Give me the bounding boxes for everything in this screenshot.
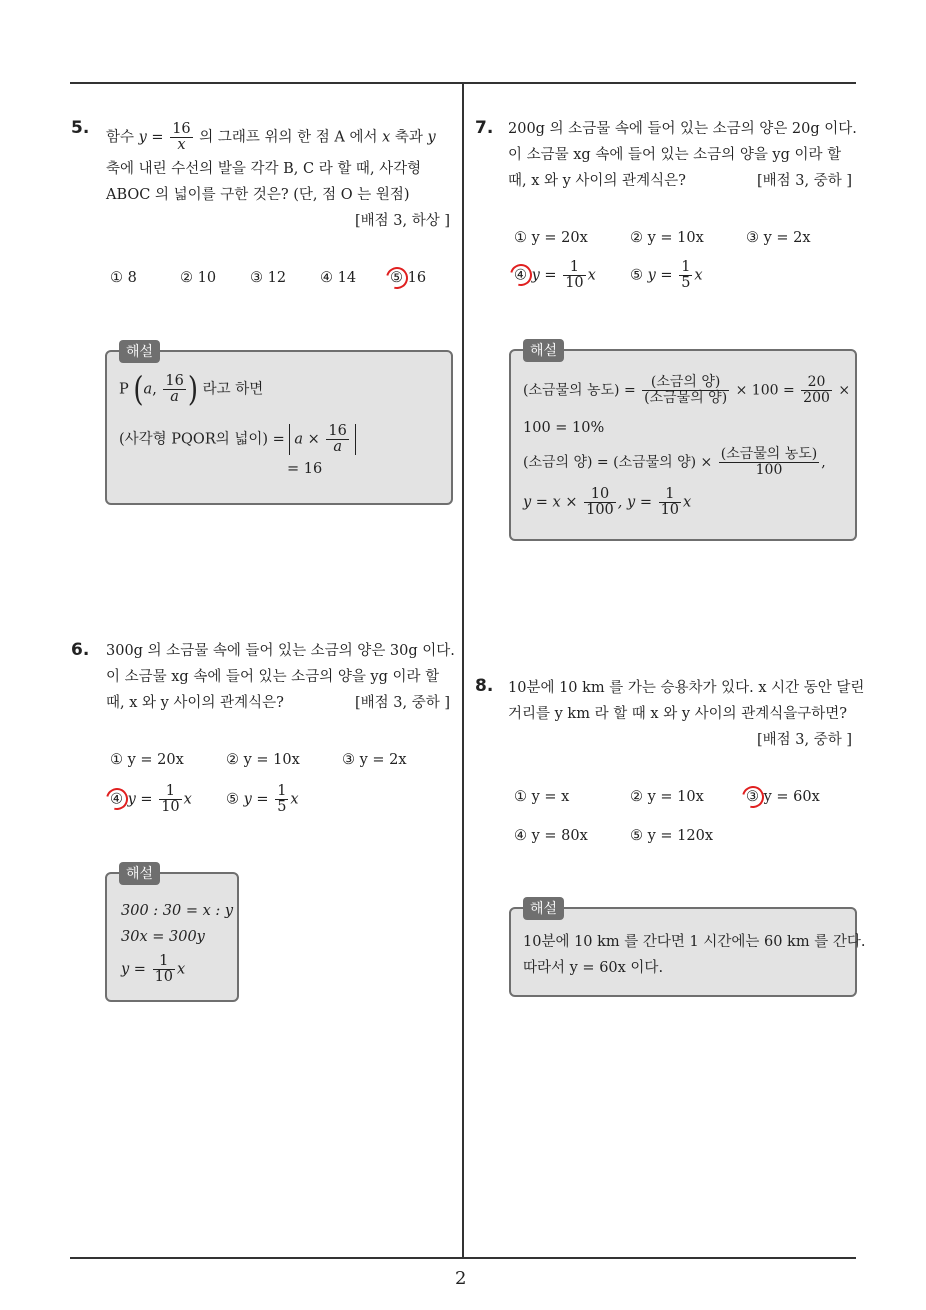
column-divider bbox=[462, 83, 464, 1258]
q8-option-2[interactable]: ② y = 10x bbox=[630, 789, 704, 805]
q6-number: 6. bbox=[71, 640, 90, 660]
q7-option-2[interactable]: ② y = 10x bbox=[630, 230, 704, 246]
q5-line2: 축에 내린 수선의 발을 각각 B, C 라 할 때, 사각형 bbox=[106, 161, 422, 177]
q7-solution-box bbox=[509, 349, 857, 541]
q5-option-5[interactable]: ⑤ 16 bbox=[390, 270, 427, 286]
q7-solution-line2: 100 = 10% bbox=[523, 420, 605, 436]
q7-line1: 200g 의 소금물 속에 들어 있는 소금의 양은 20g 이다. bbox=[508, 121, 857, 137]
q8-option-4[interactable]: ④ y = 80x bbox=[514, 828, 588, 844]
q6-option-2[interactable]: ② y = 10x bbox=[226, 752, 300, 768]
q8-solution-line2: 따라서 y = 60x 이다. bbox=[523, 960, 664, 976]
q5-answer-mark bbox=[382, 263, 412, 293]
q7-option-1[interactable]: ① y = 20x bbox=[514, 230, 588, 246]
q5-solution-line2: (사각형 PQOR의 넓이) = a × $\frac{16}{a}$ bbox=[119, 424, 356, 455]
q6-line1: 300g 의 소금물 속에 들어 있는 소금의 양은 30g 이다. bbox=[106, 643, 455, 659]
q7-score: [배점 3, 중하 ] bbox=[756, 173, 852, 189]
q8-option-3[interactable]: ③ y = 60x bbox=[746, 789, 820, 805]
q5-option-2[interactable]: ② 10 bbox=[180, 270, 217, 286]
page-number: 2 bbox=[455, 1268, 467, 1289]
q8-solution-tag: 해설 bbox=[523, 897, 564, 920]
q5-solution-box bbox=[105, 350, 453, 505]
q7-number: 7. bbox=[475, 118, 494, 138]
q7-line3: 때, x 와 y 사이의 관계식은? bbox=[508, 173, 686, 189]
q6-line3: 때, x 와 y 사이의 관계식은? bbox=[106, 695, 284, 711]
q6-solution-line1: 300 : 30 = x : y bbox=[121, 903, 234, 919]
q6-option-5[interactable]: ⑤ y = $\frac{1}{5}$ x bbox=[226, 783, 299, 815]
q6-option-4[interactable]: ④ y = $\frac{1}{10}$ x bbox=[110, 783, 192, 815]
q6-score: [배점 3, 중하 ] bbox=[354, 695, 450, 711]
q6-option-1[interactable]: ① y = 20x bbox=[110, 752, 184, 768]
q7-line2: 이 소금물 xg 속에 들어 있는 소금의 양을 yg 이라 할 bbox=[508, 147, 842, 163]
q5-solution-line3: = 16 bbox=[287, 461, 323, 477]
bottom-rule bbox=[70, 1257, 856, 1259]
q7-solution-line4: y = x × $\frac{10}{100}$ , y = $\frac{1}{10}$ x bbox=[523, 486, 692, 518]
q5-number: 5. bbox=[71, 118, 90, 138]
q7-option-3[interactable]: ③ y = 2x bbox=[746, 230, 811, 246]
q8-line2: 거리를 y km 라 할 때 x 와 y 사이의 관계식을구하면? bbox=[508, 706, 848, 722]
q8-score: [배점 3, 중하 ] bbox=[756, 732, 852, 748]
q8-option-1[interactable]: ① y = x bbox=[514, 789, 570, 805]
q6-line2: 이 소금물 xg 속에 들어 있는 소금의 양을 yg 이라 할 bbox=[106, 669, 440, 685]
q5-option-3[interactable]: ③ 12 bbox=[250, 270, 287, 286]
q7-option-4[interactable]: ④ y = $\frac{1}{10}$ x bbox=[514, 259, 596, 291]
q8-solution-box bbox=[509, 907, 866, 997]
q5-option-1[interactable]: ① 8 bbox=[110, 270, 137, 286]
q7-solution-line3: (소금의 양) = (소금물의 양) × $\frac{\text{(소금물의 농도)}}{100}$ , bbox=[523, 446, 826, 478]
q5-option-4[interactable]: ④ 14 bbox=[320, 270, 357, 286]
q5-solution-tag: 해설 bbox=[119, 340, 160, 363]
q6-option-3[interactable]: ③ y = 2x bbox=[342, 752, 407, 768]
q6-solution-tag: 해설 bbox=[119, 862, 160, 885]
q8-line1: 10분에 10 km 를 가는 승용차가 있다. x 시간 동안 달린 bbox=[508, 680, 865, 696]
q6-solution-line3: y = $\frac{1}{10}$ x bbox=[121, 953, 186, 985]
q5-solution-line1: P (a, $\frac{16}{a}$ ) 라고 하면 bbox=[119, 370, 264, 409]
q5-line3: ABOC 의 넓이를 구한 것은? (단, 점 O 는 원점) bbox=[106, 187, 410, 203]
q6-solution-box bbox=[105, 872, 239, 1002]
q8-solution-line1: 10분에 10 km 를 간다면 1 시간에는 60 km 를 간다. bbox=[523, 934, 866, 950]
q6-solution-line2: 30x = 300y bbox=[121, 929, 205, 945]
q8-answer-mark bbox=[738, 782, 768, 812]
q7-option-5[interactable]: ⑤ y = $\frac{1}{5}$ x bbox=[630, 259, 703, 291]
q8-option-5[interactable]: ⑤ y = 120x bbox=[630, 828, 714, 844]
q7-solution-line1: (소금물의 농도) = $\frac{\text{(소금의 양)}}{\text{(소금물의 양)}}$ × 100 = $\frac{20}{200}$ × bbox=[523, 374, 851, 406]
q5-line1: 함수 y = $\frac{16}{x}$ 의 그래프 위의 한 점 A 에서 x 축과 y bbox=[106, 121, 436, 153]
q8-number: 8. bbox=[475, 676, 494, 696]
q7-solution-tag: 해설 bbox=[523, 339, 564, 362]
q5-score: [배점 3, 하상 ] bbox=[354, 213, 450, 229]
